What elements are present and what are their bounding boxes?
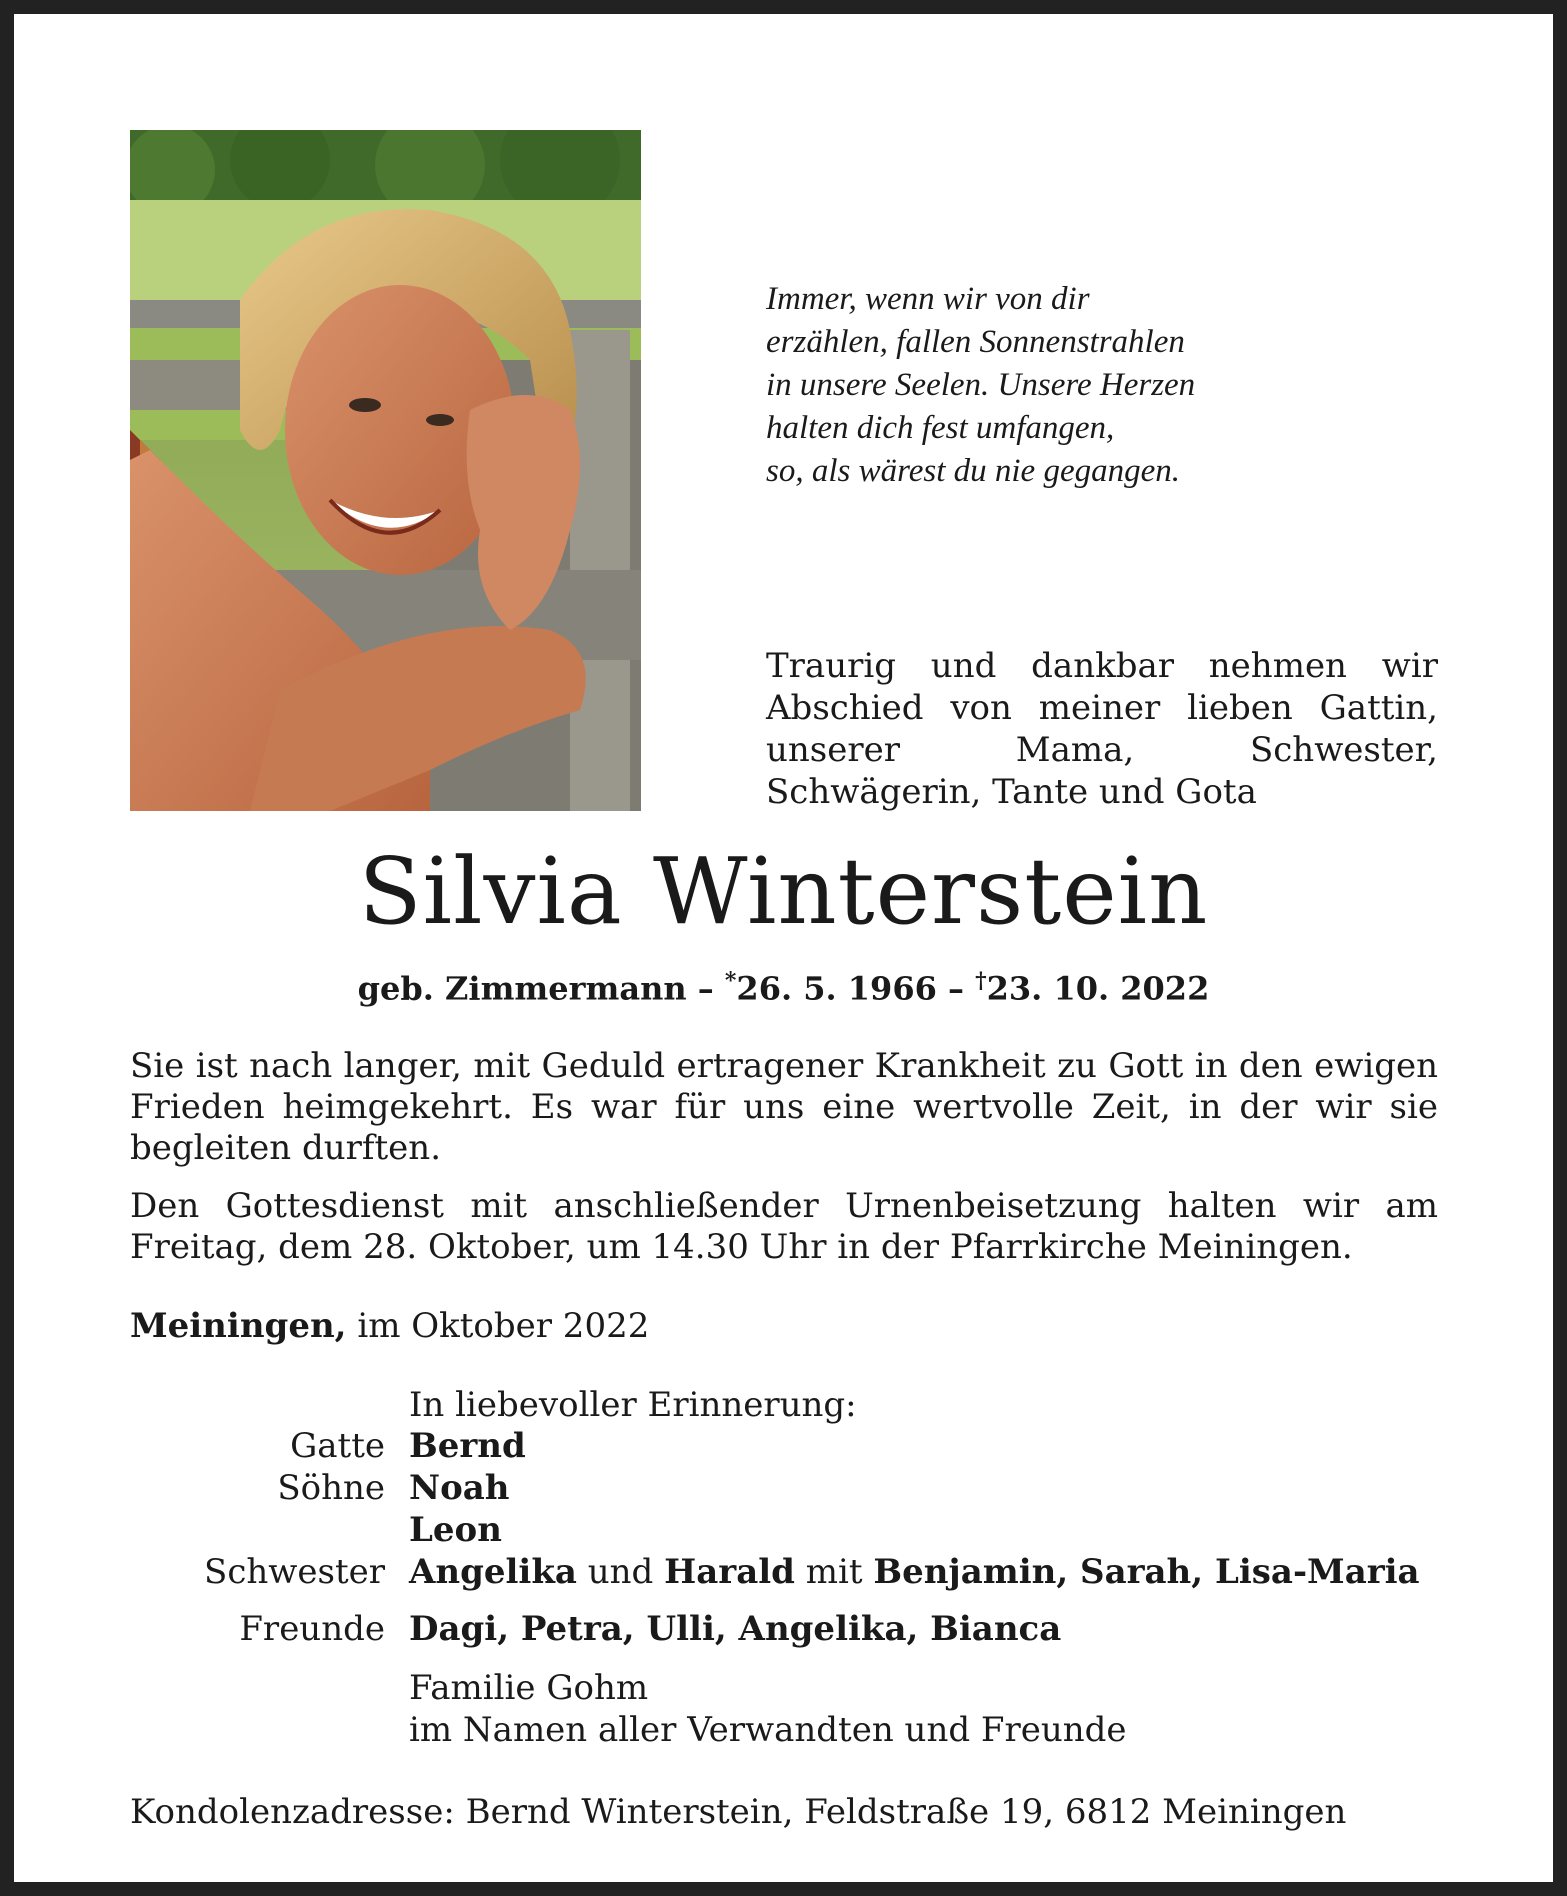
mourners-heading: In liebevoller Erinnerung: [409, 1385, 857, 1425]
paragraph-illness: Sie ist nach langer, mit Geduld ertragener Krankheit zu Gott in den ewigen Frieden heimgekehrt. Es war für uns eine wertvolle Zeit, in der wir sie begleiten durften. [130, 1046, 1438, 1168]
portrait-photo [130, 130, 641, 811]
soehne-label: Söhne [277, 1468, 385, 1508]
schwester-line [409, 1551, 1420, 1593]
sohn-name: Noah [409, 1468, 510, 1508]
freunde-names: Dagi, Petra, Ulli, Angelika, Bianca [409, 1609, 1062, 1649]
separator: – [947, 969, 964, 1008]
schwager-name: Harald [664, 1552, 795, 1592]
mit-word: mit [805, 1552, 863, 1592]
namens-line: im Namen aller Verwandten und Freunde [409, 1710, 1127, 1750]
gatte-label: Gatte [290, 1426, 385, 1466]
birth-date: 26. 5. 1966 [736, 969, 937, 1008]
poem-line: in unsere Seelen. Unsere Herzen [766, 367, 1196, 403]
place-date [130, 1306, 649, 1346]
intro-text: Traurig und dankbar nehmen wir Abschied von meiner lieben Gattin, unserer Mama, Schwester, Schwägerin, Tante und Gota [766, 646, 1438, 812]
birth-symbol: * [724, 968, 737, 994]
kinder-names: Benjamin, Sarah, Lisa-Maria [873, 1552, 1420, 1592]
und-word: und [587, 1552, 654, 1592]
condolence-address: Kondolenzadresse: Bernd Winterstein, Feldstraße 19, 6812 Meiningen [130, 1792, 1347, 1832]
death-symbol: † [975, 968, 987, 994]
schwester-name: Angelika [409, 1552, 577, 1592]
life-dates [0, 968, 1567, 1008]
gatte-name: Bernd [409, 1426, 526, 1466]
place-month: im Oktober 2022 [357, 1306, 650, 1346]
poem-line: Immer, wenn wir von dir [766, 281, 1090, 317]
death-date: 23. 10. 2022 [986, 969, 1210, 1008]
schwester-label: Schwester [204, 1552, 385, 1592]
poem-line: erzählen, fallen Sonnenstrahlen [766, 324, 1185, 360]
poem-line: so, als wärest du nie gegangen. [766, 453, 1180, 489]
familie-line: Familie Gohm [409, 1668, 649, 1708]
deceased-name: Silvia Winterstein [358, 838, 1209, 945]
poem-line: halten dich fest umfangen, [766, 410, 1115, 446]
place-city: Meiningen, [130, 1306, 347, 1346]
paragraph-funeral: Den Gottesdienst mit anschließender Urnenbeisetzung halten wir am Freitag, dem 28. Oktober, um 14.30 Uhr in der Pfarrkirche Meiningen. [130, 1186, 1438, 1267]
birth-name: geb. Zimmermann [357, 969, 687, 1008]
poem [766, 278, 1326, 493]
freunde-label: Freunde [239, 1609, 385, 1649]
separator: – [697, 969, 714, 1008]
sohn-name: Leon [409, 1510, 502, 1550]
